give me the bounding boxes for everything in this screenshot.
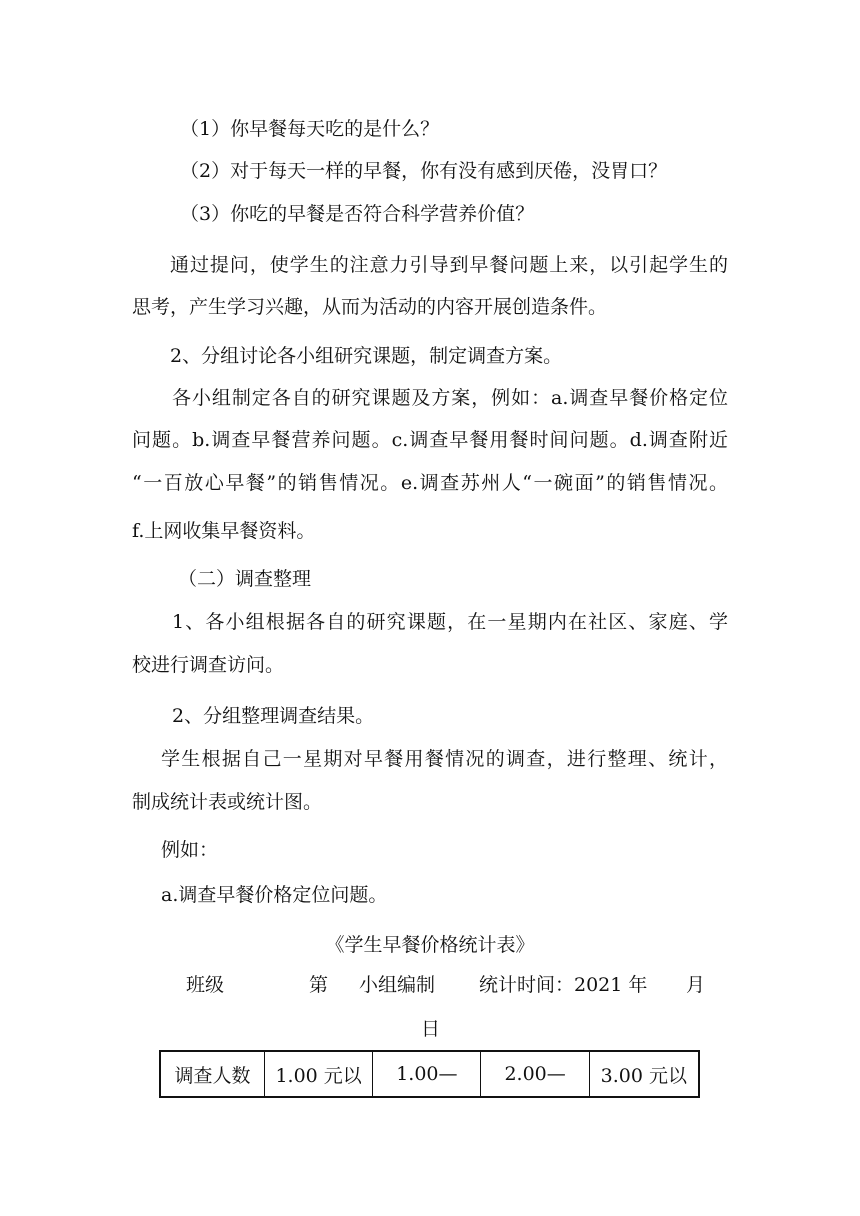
table-title: 《学生早餐价格统计表》 bbox=[325, 934, 535, 956]
step-2-heading: 2、分组讨论各小组研究课题，制定调查方案。 bbox=[170, 345, 563, 367]
paragraph-4-line-1: 学生根据自己一星期对早餐用餐情况的调查，进行整理、统计， bbox=[161, 748, 728, 770]
day-label: 日 bbox=[421, 1018, 441, 1040]
paragraph-3-line-1: 1、各小组根据各自的研究课题，在一星期内在社区、家庭、学 bbox=[172, 611, 728, 633]
question-1: （1）你早餐每天吃的是什么？ bbox=[180, 118, 440, 140]
price-statistics-table bbox=[159, 1050, 700, 1098]
table-cell: 2.00— bbox=[481, 1051, 589, 1097]
paragraph-2-line-1: 各小组制定各自的研究课题及方案，例如：a.调查早餐价格定位 bbox=[172, 387, 728, 409]
group-suffix: 小组编制 bbox=[359, 974, 436, 996]
step-2-results-heading: 2、分组整理调查结果。 bbox=[172, 705, 375, 727]
paragraph-1-line-1: 通过提问，使学生的注意力引导到早餐问题上来，以引起学生的 bbox=[170, 254, 728, 276]
paragraph-4-line-2: 制成统计表或统计图。 bbox=[132, 791, 323, 813]
table-row bbox=[160, 1051, 699, 1097]
class-label: 班级 bbox=[186, 974, 225, 996]
month-label: 月 bbox=[686, 974, 706, 996]
paragraph-2-line-4: f.上网收集早餐资料。 bbox=[132, 520, 316, 542]
example-label: 例如： bbox=[161, 839, 219, 861]
group-prefix: 第 bbox=[309, 974, 329, 996]
paragraph-1-line-2: 思考，产生学习兴趣，从而为活动的内容开展创造条件。 bbox=[132, 296, 608, 318]
table-cell: 1.00 元以 bbox=[265, 1051, 373, 1097]
table-cell: 调查人数 bbox=[160, 1051, 265, 1097]
section-2-heading: （二）调查整理 bbox=[178, 568, 312, 590]
example-a: a.调查早餐价格定位问题。 bbox=[161, 884, 388, 906]
question-3: （3）你吃的早餐是否符合科学营养价值？ bbox=[180, 203, 535, 225]
time-label: 统计时间：2021 年 bbox=[479, 974, 648, 996]
question-2: （2）对于每天一样的早餐，你有没有感到厌倦，没胃口？ bbox=[180, 160, 668, 182]
table-cell: 1.00— bbox=[373, 1051, 481, 1097]
paragraph-3-line-2: 校进行调查访问。 bbox=[132, 654, 285, 676]
paragraph-2-line-3: “一百放心早餐”的销售情况。e.调查苏州人“一碗面”的销售情况。 bbox=[132, 472, 728, 494]
paragraph-2-line-2: 问题。b.调查早餐营养问题。c.调查早餐用餐时间问题。d.调查附近 bbox=[132, 429, 728, 451]
table-cell: 3.00 元以 bbox=[589, 1051, 699, 1097]
